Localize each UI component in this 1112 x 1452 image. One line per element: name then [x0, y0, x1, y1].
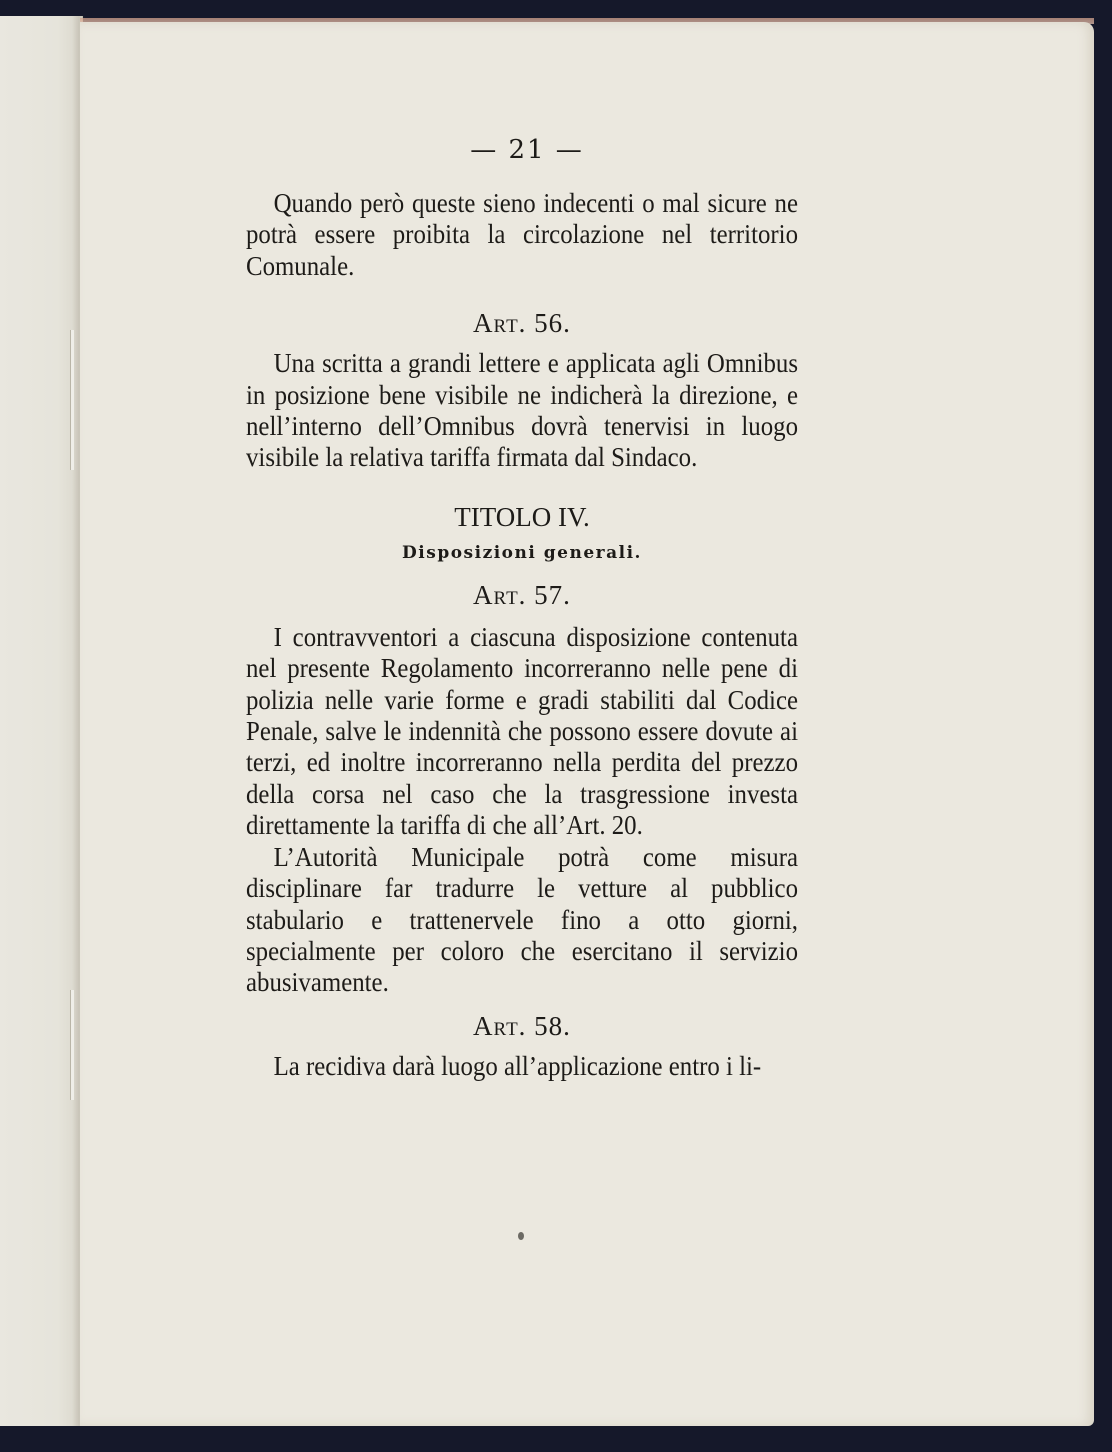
section-subtitle: Disposizioni generali.: [402, 542, 642, 563]
binding-thread: [70, 330, 74, 470]
article-heading-58: Art. 58.: [473, 1010, 571, 1041]
ink-spot: [518, 1232, 524, 1240]
left-page-edge: [0, 16, 83, 1426]
paragraph-article-57-second: L’Autorità Municipale potrà come misura disciplinare far tradurre le vetture al pubblico stabulario e trattenervele fino a otto giorni, specialmente per coloro che esercitano il servizio abusivamente.: [246, 841, 799, 998]
paragraph-article-58: La recidiva darà luogo all’applicazione entro i li-: [273, 1050, 762, 1081]
article-heading-57: Art. 57.: [473, 579, 571, 610]
paragraph-article-57: I contravventori a ciascuna disposizione contenuta nel presente Regolamento incorreranno nelle pene di polizia nelle varie forme e gradi stabiliti dal Codice Penale, salve le indennità che possono essere dovute ai terzi, ed inoltre incorreranno nella perdita del prezzo della corsa nel caso che la trasgressione investa direttamente la tariffa di che all’Art. 20.: [246, 621, 799, 841]
page-number: — 21 —: [470, 135, 584, 165]
paragraph-intro: Quando però queste sieno indecenti o mal sicure ne potrà essere proibita la circolazione nel territorio Comunale.: [246, 188, 799, 281]
page-content: [246, 128, 798, 1082]
binding-thread: [70, 990, 74, 1100]
section-title: TITOLO IV.: [454, 501, 590, 532]
article-heading-56: Art. 56.: [473, 308, 571, 339]
paragraph-article-56: Una scritta a grandi lettere e applicata agli Omnibus in posizione bene visibile ne indicherà la direzione, e nell’interno dell’Omnibus dovrà tenervisi in luogo visibile la relativa tariffa firmata dal Sindaco.: [246, 348, 799, 473]
